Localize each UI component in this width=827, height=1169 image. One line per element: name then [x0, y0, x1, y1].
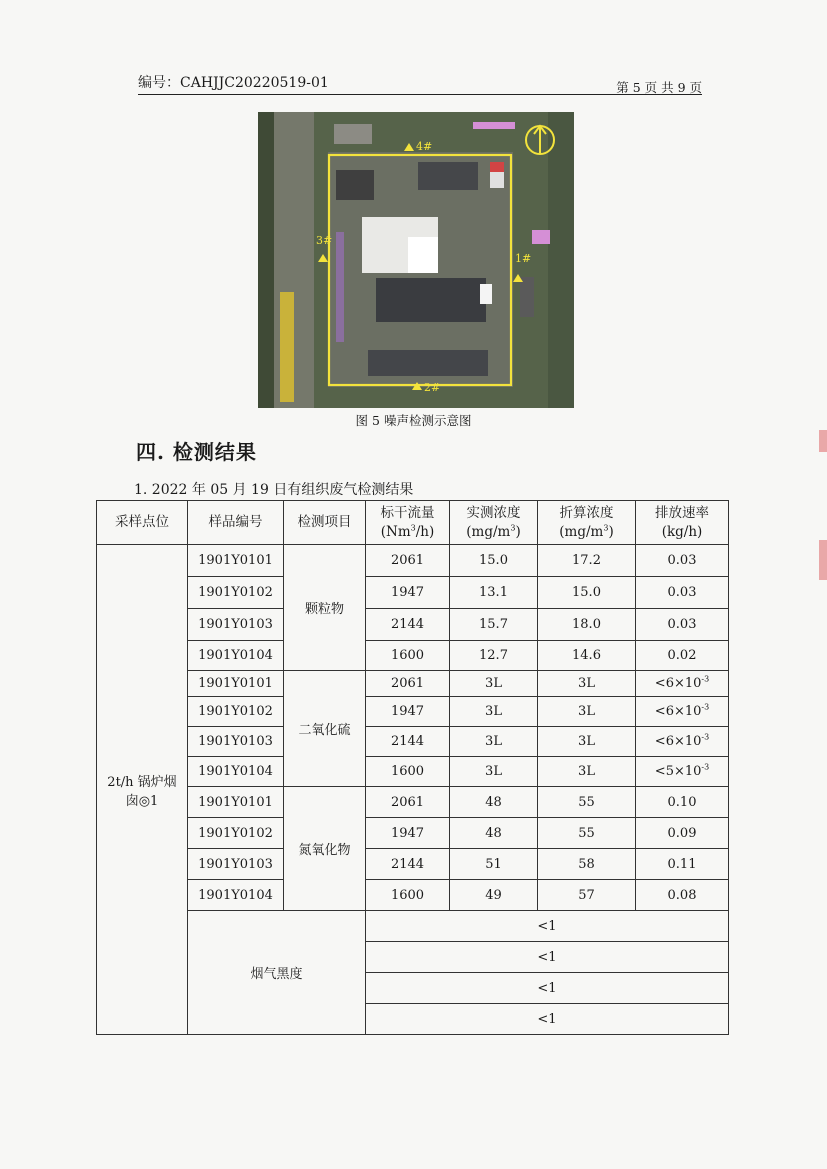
aerial-map: [258, 112, 574, 408]
rate-cell: 0.09: [636, 818, 729, 849]
measured-cell: 12.7: [450, 641, 538, 671]
point-1-label: 1#: [515, 252, 532, 265]
measured-cell: 3L: [450, 697, 538, 727]
report-code: 编号：CAHJJC20220519-01: [138, 75, 329, 91]
item-cell: 二氧化硫: [284, 671, 366, 787]
item-cell: 氮氧化物: [284, 787, 366, 911]
sample-cell: 1901Y0103: [188, 849, 284, 880]
sample-cell: 1901Y0104: [188, 757, 284, 787]
flow-cell: 2061: [366, 787, 450, 818]
sample-cell: 1901Y0102: [188, 818, 284, 849]
converted-cell: 17.2: [538, 545, 636, 577]
flow-cell: 2061: [366, 545, 450, 577]
measured-cell: 15.0: [450, 545, 538, 577]
flow-cell: 2144: [366, 727, 450, 757]
table-row: [97, 757, 729, 787]
table-row: [97, 697, 729, 727]
measured-cell: 49: [450, 880, 538, 911]
converted-cell: 55: [538, 818, 636, 849]
converted-cell: 3L: [538, 697, 636, 727]
smoke-value-cell: <1: [366, 911, 729, 942]
sample-cell: 1901Y0104: [188, 641, 284, 671]
sample-cell: 1901Y0103: [188, 727, 284, 757]
results-table: [96, 500, 729, 1035]
converted-cell: 15.0: [538, 577, 636, 609]
flow-cell: 1600: [366, 757, 450, 787]
table-row: [97, 727, 729, 757]
rate-cell: 0.02: [636, 641, 729, 671]
header-converted: 折算浓度 $(mg/m^3)$: [538, 501, 636, 545]
converted-cell: 18.0: [538, 609, 636, 641]
sample-cell: 1901Y0101: [188, 787, 284, 818]
figure-caption: 图 5 噪声检测示意图: [355, 413, 472, 428]
table-subtitle: 1. 2022 年 05 月 19 日有组织废气检测结果: [134, 482, 414, 498]
rate-cell: 0.10: [636, 787, 729, 818]
converted-cell: 55: [538, 787, 636, 818]
rate-cell: $<6\times 10^{-3}$: [636, 727, 729, 757]
table-row: [97, 671, 729, 697]
point-3-label: 3#: [316, 234, 333, 247]
measured-cell: 48: [450, 818, 538, 849]
measured-cell: 48: [450, 787, 538, 818]
smoke-value-cell: <1: [366, 942, 729, 973]
point-4-label: 4#: [416, 140, 433, 153]
page-number: 第 5 页 共 9 页: [616, 80, 702, 95]
flow-cell: 2144: [366, 849, 450, 880]
smoke-value-cell: <1: [366, 1004, 729, 1035]
aerial-map-graphic: [258, 112, 574, 408]
table-row: [97, 609, 729, 641]
table-row: [97, 880, 729, 911]
table-row: [97, 787, 729, 818]
flow-cell: 2061: [366, 671, 450, 697]
converted-cell: 3L: [538, 757, 636, 787]
rate-cell: 0.08: [636, 880, 729, 911]
rate-cell: $<6\times 10^{-3}$: [636, 671, 729, 697]
table-header-row: [97, 501, 729, 545]
smoke-value-cell: <1: [366, 973, 729, 1004]
header-measured: 实测浓度 $(mg/m^3)$: [450, 501, 538, 545]
table-row: [97, 641, 729, 671]
flow-cell: 1600: [366, 641, 450, 671]
table-row: [97, 849, 729, 880]
flow-cell: 1947: [366, 697, 450, 727]
sample-cell: 1901Y0102: [188, 577, 284, 609]
table-row: [97, 545, 729, 577]
measured-cell: 15.7: [450, 609, 538, 641]
rate-cell: 0.03: [636, 577, 729, 609]
header-flow: 标干流量 (Nm$^3$/h): [366, 501, 450, 545]
rate-cell: 0.11: [636, 849, 729, 880]
converted-cell: 57: [538, 880, 636, 911]
header-site: 采样点位: [97, 501, 188, 545]
smoke-label-cell: 烟气黑度: [188, 911, 366, 1035]
converted-cell: 14.6: [538, 641, 636, 671]
converted-cell: 3L: [538, 727, 636, 757]
rate-cell: 0.03: [636, 545, 729, 577]
header-rate: 排放速率 (kg/h): [636, 501, 729, 545]
sample-cell: 1901Y0101: [188, 671, 284, 697]
section-title: 四. 检测结果: [136, 440, 257, 464]
table-row: [97, 911, 729, 942]
measured-cell: 3L: [450, 671, 538, 697]
rate-cell: 0.03: [636, 609, 729, 641]
rate-cell: $<6\times 10^{-3}$: [636, 697, 729, 727]
flow-cell: 1947: [366, 818, 450, 849]
measured-cell: 13.1: [450, 577, 538, 609]
seal-edge-mark: [819, 430, 827, 452]
flow-cell: 1600: [366, 880, 450, 911]
rate-cell: $<5\times 10^{-3}$: [636, 757, 729, 787]
flow-cell: 1947: [366, 577, 450, 609]
table-row: [97, 818, 729, 849]
seal-edge-mark: [819, 540, 827, 580]
converted-cell: 3L: [538, 671, 636, 697]
sample-cell: 1901Y0101: [188, 545, 284, 577]
header-sample: 样品编号: [188, 501, 284, 545]
sample-cell: 1901Y0102: [188, 697, 284, 727]
site-cell: 2t/h 锅炉烟 囱◎1: [97, 545, 188, 1035]
measured-cell: 3L: [450, 727, 538, 757]
sample-cell: 1901Y0104: [188, 880, 284, 911]
measured-cell: 51: [450, 849, 538, 880]
converted-cell: 58: [538, 849, 636, 880]
measured-cell: 3L: [450, 757, 538, 787]
item-cell: 颗粒物: [284, 545, 366, 671]
flow-cell: 2144: [366, 609, 450, 641]
sample-cell: 1901Y0103: [188, 609, 284, 641]
table-row: [97, 577, 729, 609]
page-header: [138, 68, 702, 95]
header-item: 检测项目: [284, 501, 366, 545]
point-2-label: 2#: [424, 381, 441, 394]
